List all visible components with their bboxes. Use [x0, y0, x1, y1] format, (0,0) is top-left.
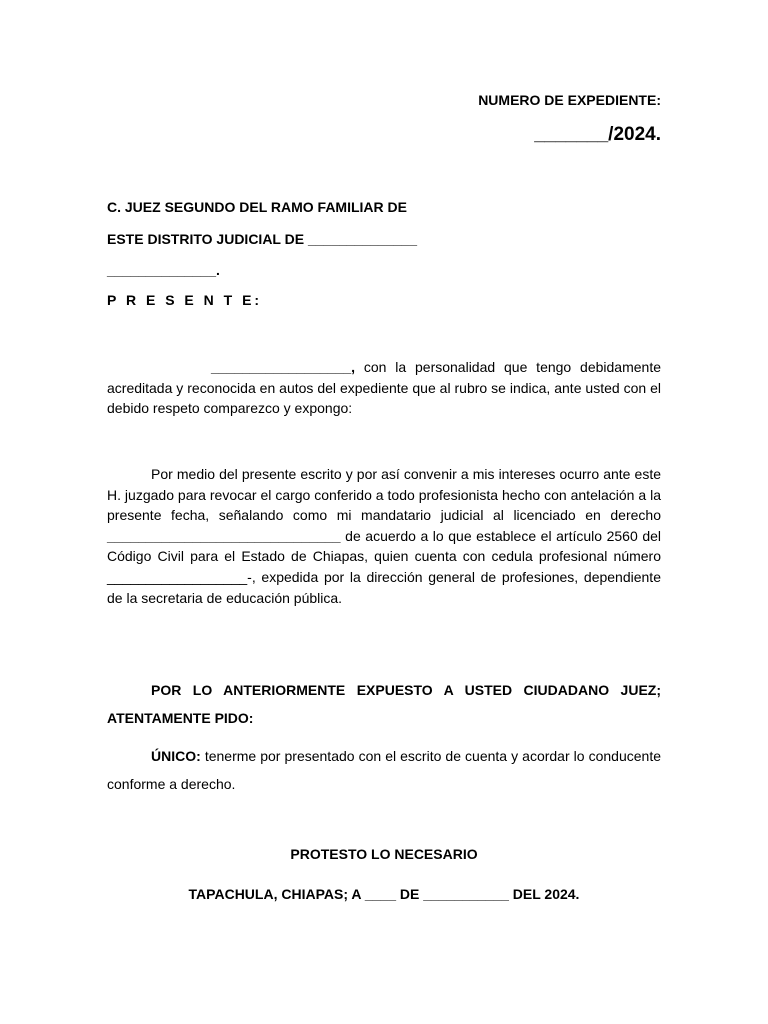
- day-blank: ____: [364, 886, 396, 902]
- expediente-year: /2024.: [608, 124, 661, 145]
- unico-text: tenerme por presentado con el escrito de cuenta y acordar lo conducente conforme a derecho.: [107, 748, 661, 792]
- name-blank: __________________,: [211, 359, 356, 375]
- addressee-line-2: [107, 231, 417, 247]
- petition-heading: POR LO ANTERIORMENTE EXPUESTO A USTED CIUDADANO JUEZ; ATENTAMENTE PIDO:: [107, 682, 661, 726]
- addressee-line-2-text: ESTE DISTRITO JUDICIAL DE: [107, 231, 308, 247]
- intro-paragraph: [107, 357, 661, 419]
- addressee-line-1: C. JUEZ SEGUNDO DEL RAMO FAMILIAR DE: [107, 199, 407, 215]
- month-blank: ___________: [423, 886, 509, 902]
- unico-paragraph: [107, 742, 661, 798]
- addressee-line-3: ______________.: [107, 262, 220, 278]
- unico-label: ÚNICO:: [151, 748, 201, 764]
- expediente-label: NUMERO DE EXPEDIENTE:: [478, 92, 661, 108]
- expediente-blank: _______: [534, 124, 609, 145]
- body-text-2: de acuerdo a lo que establece el artículo 2560 del Código Civil para el Estado de Chiapas, quien cuenta con cedula profesional número: [107, 527, 661, 565]
- body-text-3: , expedida por la dirección general de profesiones, dependiente de la secretaria de educación pública.: [107, 568, 661, 606]
- intro-text: con la personalidad que tengo debidamente acreditada y reconocida en autos del expediente que al rubro se indica, ante usted con el debido respeto comparezco y expongo:: [107, 359, 661, 417]
- lawyer-blank: ______________________________: [107, 527, 341, 544]
- body-paragraph: [107, 464, 661, 608]
- expediente-number: [534, 124, 661, 146]
- protesto-line: PROTESTO LO NECESARIO: [290, 846, 478, 862]
- body-text-1: Por medio del presente escrito y por así convenir a mis intereses ocurro ante este H. juzgado para revocar el cargo conferido a todo profesionista hecho con antelación a la presente fecha, señalando como mi mandatario judicial al licenciado en derecho: [107, 466, 661, 524]
- place-date-line: TAPACHULA, CHIAPAS; A ____ DE ___________ DEL 2024.: [188, 886, 580, 902]
- presente-heading: P R E S E N T E:: [107, 292, 263, 308]
- district-blank: ______________: [307, 231, 417, 247]
- cedula-blank: __________________-: [107, 568, 252, 585]
